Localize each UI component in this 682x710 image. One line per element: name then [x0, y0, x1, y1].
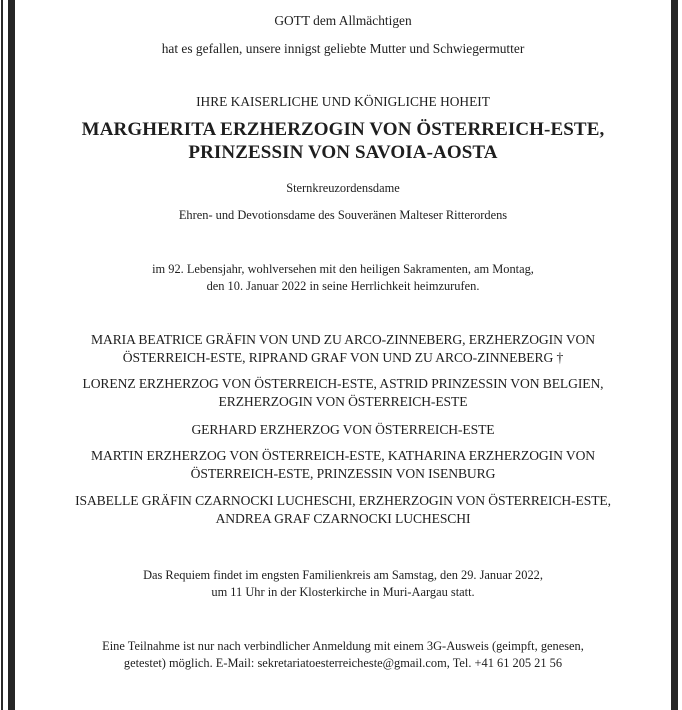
requiem-line-1: Das Requiem findet im engsten Familienkreis am Samstag, den 29. Januar 2022,	[143, 568, 543, 582]
contact-email-link[interactable]: sekretariatoesterreicheste@gmail.com	[257, 656, 447, 670]
mourning-border-left	[8, 0, 15, 710]
opening-line-2: hat es gefallen, unsere innigst geliebte Mutter und Schwiegermutter	[161, 41, 525, 56]
deceased-name-line-1: MARGHERITA ERZHERZOGIN VON ÖSTERREICH-ESTE,	[81, 119, 605, 140]
family-entry-5-line-1: ISABELLE GRÄFIN CZARNOCKI LUCHESCHI, ERZHERZOGIN VON ÖSTERREICH-ESTE,	[75, 493, 611, 508]
honorific: IHRE KAISERLICHE UND KÖNIGLICHE HOHEIT	[196, 94, 490, 109]
mourning-border-right	[671, 0, 678, 710]
death-statement-line-2: den 10. Januar 2022 in seine Herrlichkeit heimzurufen.	[206, 279, 480, 293]
attendance-line-2-prefix: getestet) möglich. E-Mail:	[123, 656, 258, 670]
scan-edge-line	[1, 0, 3, 710]
deceased-name-line-2: PRINZESSIN VON SAVOIA-AOSTA	[188, 142, 498, 163]
opening-line-1: GOTT dem Allmächtigen	[274, 13, 412, 28]
family-entry-3-line-1: GERHARD ERZHERZOG VON ÖSTERREICH-ESTE	[191, 422, 495, 437]
death-statement-line-1: im 92. Lebensjahr, wohlversehen mit den heiligen Sakramenten, am Montag,	[152, 262, 534, 276]
title-order-star-cross: Sternkreuzordensdame	[286, 181, 400, 195]
family-entry-1-line-2: ÖSTERREICH-ESTE, RIPRAND GRAF VON UND ZU ARCO-ZINNEBERG †	[122, 350, 564, 365]
family-entry-4-line-1: MARTIN ERZHERZOG VON ÖSTERREICH-ESTE, KATHARINA ERZHERZOGIN VON	[90, 448, 595, 463]
obituary-notice	[15, 0, 671, 710]
family-entry-4-line-2: ÖSTERREICH-ESTE, PRINZESSIN VON ISENBURG	[190, 466, 496, 481]
family-entry-2-line-2: ERZHERZOGIN VON ÖSTERREICH-ESTE	[218, 394, 468, 409]
family-entry-1-line-1: MARIA BEATRICE GRÄFIN VON UND ZU ARCO-ZINNEBERG, ERZHERZOGIN VON	[91, 332, 595, 347]
requiem-line-2: um 11 Uhr in der Klosterkirche in Muri-Aargau statt.	[211, 585, 475, 599]
title-malteser-order: Ehren- und Devotionsdame des Souveränen Malteser Ritterordens	[178, 208, 508, 222]
family-entry-2-line-1: LORENZ ERZHERZOG VON ÖSTERREICH-ESTE, ASTRID PRINZESSIN VON BELGIEN,	[82, 376, 604, 391]
attendance-line-1: Eine Teilnahme ist nur nach verbindlicher Anmeldung mit einem 3G-Ausweis (geimpft, genesen,	[102, 639, 584, 653]
attendance-line-2-suffix: , Tel. +41 61 205 21 56	[446, 656, 563, 670]
attendance-line-2	[15, 655, 671, 671]
family-entry-5-line-2: ANDREA GRAF CZARNOCKI LUCHESCHI	[215, 511, 471, 526]
